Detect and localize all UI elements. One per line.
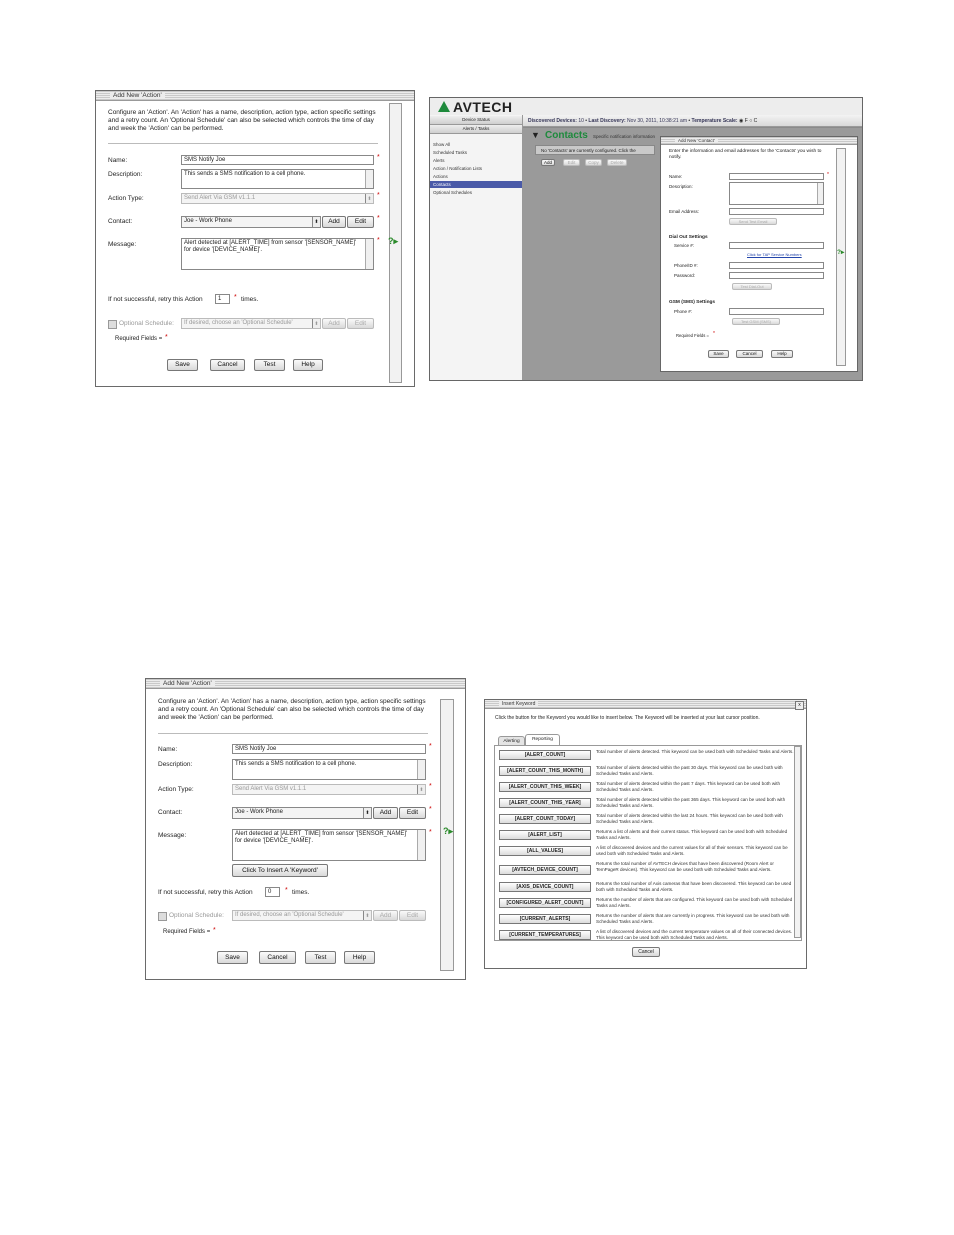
last-discovery-label: Last Discovery:: [588, 118, 626, 124]
required-mark: *: [429, 783, 432, 790]
keyword-button[interactable]: [CONFIGURED_ALERT_COUNT]: [499, 898, 591, 908]
required-mark: *: [377, 154, 380, 161]
empty-message-box: [535, 145, 655, 155]
name-input[interactable]: SMS Notify Joe: [232, 744, 426, 754]
description-label: Description:: [158, 761, 193, 768]
keyword-description: Total number of alerts detected within the last 24 hours. This keyword can be used both with Scheduled Tasks and Alerts.: [596, 813, 783, 824]
test-gsm-button[interactable]: Test GSM (SMS): [732, 318, 780, 325]
sidebar-item-alerts[interactable]: Alerts: [433, 158, 445, 163]
dialog-title: Add New 'Action': [110, 92, 165, 99]
test-dial-out-button[interactable]: Test Dial-Out: [732, 283, 772, 290]
contacts-subheading: Specific notification information: [593, 134, 656, 139]
keyword-row: [499, 913, 791, 927]
keyword-row: [499, 813, 791, 827]
contact-label: Contact:: [108, 218, 133, 225]
toolbar-edit-button[interactable]: Edit: [563, 159, 580, 166]
radio-c-icon[interactable]: ○: [749, 118, 753, 124]
dialog-intro: Configure an 'Action'. An 'Action' has a name, description, action type, action specific settings and a retry count. An 'Optional Schedule' can also be selected which controls the time of day and week the 'Action' can be performed.: [158, 698, 426, 721]
last-discovery-value: Nov 30, 2011, 10:38:21 am: [627, 118, 687, 124]
divider: [158, 733, 428, 734]
keyword-row: [499, 749, 794, 763]
test-button[interactable]: Test: [305, 951, 336, 964]
help-button[interactable]: Help: [293, 359, 323, 371]
required-fields-note: Required Fields =: [115, 336, 163, 342]
status-bar: Discovered Devices: 10 • Last Discovery: Nov 30, 2011, 10:38:21 am • Temperature Scale: ◉ F ○ C: [523, 115, 862, 127]
contact-edit-button[interactable]: Edit: [347, 216, 374, 228]
message-value: Alert detected at [ALERT_TIME] from sensor '[SENSOR_NAME]' for device '[DEVICE_NAME]'.: [235, 831, 408, 844]
keyword-dialog: [484, 699, 807, 969]
message-scrollbar[interactable]: [417, 830, 425, 860]
required-mark: *: [285, 887, 288, 894]
avtech-logo-icon: [438, 101, 450, 112]
keyword-button[interactable]: [ALERT_COUNT_THIS_WEEK]: [499, 782, 591, 792]
toolbar-copy-button[interactable]: Copy: [585, 159, 602, 166]
sidebar-item-notification-lists[interactable]: Action / Notification Lists: [433, 166, 483, 171]
keyword-description: Returns the total number of Axis cameras that have been discovered. This keyword can be used both with Scheduled Tasks and Alerts.: [596, 881, 792, 892]
action-dialog-bottom: [145, 678, 466, 980]
retry-label: If not successful, retry this Action: [158, 889, 253, 896]
contact-name-label: Name:: [669, 174, 683, 179]
temp-scale-label: Temperature Scale:: [691, 118, 738, 124]
keyword-row: [499, 929, 791, 941]
temp-c: C: [753, 118, 758, 124]
chevron-updown-icon: ⬍: [363, 911, 371, 920]
chevron-updown-icon: ⬍: [417, 785, 425, 794]
schedule-add-button[interactable]: Add: [373, 910, 398, 921]
tap-service-link[interactable]: Click for TAP Service Numbers: [747, 252, 802, 257]
keyword-button[interactable]: [ALERT_LIST]: [499, 830, 591, 840]
description-value: This sends a SMS notification to a cell phone.: [184, 171, 306, 177]
keyword-row: [499, 845, 791, 859]
retry-suffix: times.: [292, 889, 310, 896]
dialog-titlebar[interactable]: [146, 679, 465, 689]
keyword-dialog-titlebar[interactable]: [485, 700, 806, 709]
contact-value: Joe - Work Phone: [184, 218, 232, 224]
retry-input[interactable]: 1: [215, 294, 230, 304]
action-type-label: Action Type:: [108, 195, 144, 202]
keyword-description: Total number of alerts detected within the past 30 days. This keyword can be used both with Scheduled Tasks and Alerts.: [596, 765, 783, 776]
keyword-instruction: Click the button for the Keyword you would like to insert below. The Keyword will be inserted at your last cursor position.: [495, 715, 760, 721]
name-label: Name:: [158, 746, 178, 753]
tab-reporting[interactable]: Reporting: [525, 734, 560, 746]
schedule-checkbox[interactable]: [108, 320, 117, 329]
keyword-description: Total number of alerts detected. This keyword can be used both with Scheduled Tasks and Alerts.: [596, 749, 794, 754]
keyword-button[interactable]: [CURRENT_ALERTS]: [499, 914, 591, 924]
message-label: Message:: [108, 241, 137, 248]
description-label: Description:: [108, 171, 143, 178]
keyword-row: [499, 829, 791, 843]
contact-required-note: Required Fields =: [676, 333, 709, 338]
dial-out-heading: Dial Out Settings: [669, 235, 708, 240]
action-type-select[interactable]: [181, 193, 374, 204]
required-mark: *: [429, 743, 432, 750]
help-button[interactable]: Help: [344, 951, 375, 964]
phone-id-label: Phone/ID #:: [674, 263, 698, 268]
dialog-title: Add New 'Action': [160, 680, 215, 687]
tab-alerts-tasks[interactable]: Alerts / Tasks: [430, 125, 522, 134]
help-arrow-icon[interactable]: ?▸: [388, 236, 399, 246]
keyword-row: [499, 861, 791, 879]
phone-input[interactable]: [729, 308, 824, 315]
contact-select[interactable]: [232, 807, 372, 819]
temp-f: F: [744, 118, 748, 124]
message-value: Alert detected at [ALERT_TIME] from sensor '[SENSOR_NAME]' for device '[DEVICE_NAME]'.: [184, 240, 357, 253]
contact-help-button[interactable]: Help: [771, 350, 793, 358]
radio-f-icon[interactable]: ◉: [738, 118, 744, 124]
chevron-updown-icon: ⬍: [312, 319, 320, 328]
description-scrollbar[interactable]: [365, 170, 373, 188]
sidebar: [430, 115, 523, 380]
required-mark: *: [827, 172, 829, 178]
keyword-description: Total number of alerts detected within the past 7 days. This keyword can be used both with Scheduled Tasks and Alerts.: [596, 781, 781, 792]
contact-label: Contact:: [158, 809, 183, 816]
action-type-value: Send Alert Via GSM v1.1.1: [235, 786, 307, 792]
action-type-value: Send Alert Via GSM v1.1.1: [184, 195, 256, 201]
keyword-description: Returns the total number of AVTECH devices that have been discovered (Room Alert or TemPageR devices). This keyword can be used both with Scheduled Tasks and Alerts.: [596, 861, 774, 872]
contact-value: Joe - Work Phone: [235, 809, 283, 815]
retry-label: If not successful, retry this Action: [108, 296, 203, 303]
message-input[interactable]: [232, 829, 426, 861]
insert-keyword-button[interactable]: Click To Insert A 'Keyword': [232, 864, 328, 877]
contact-description-input[interactable]: [729, 182, 824, 205]
close-icon[interactable]: x: [795, 701, 804, 710]
toolbar-add-button[interactable]: Add: [541, 159, 555, 166]
schedule-add-button[interactable]: Add: [322, 318, 346, 329]
collapse-triangle-icon[interactable]: ▼: [531, 130, 540, 140]
keyword-button[interactable]: [ALERT_COUNT_THIS_YEAR]: [499, 798, 591, 808]
keyword-row: [499, 765, 791, 779]
contact-cancel-button[interactable]: Cancel: [736, 350, 763, 358]
action-type-label: Action Type:: [158, 786, 194, 793]
contacts-heading: Contacts: [545, 130, 588, 141]
keyword-description: A list of discovered devices and the current temperature values on all of their connected devices. This keyword can be used both with Scheduled Tasks and Alerts.: [596, 929, 793, 940]
chevron-updown-icon: ⬍: [363, 808, 371, 818]
chevron-updown-icon: ⬍: [312, 217, 320, 227]
sidebar-item-optional-schedules[interactable]: Optional Schedules: [433, 190, 473, 195]
schedule-checkbox[interactable]: [158, 912, 167, 921]
dialog-titlebar[interactable]: [96, 91, 414, 101]
keyword-description: Returns the number of alerts that are currently in progress. This keyword can be used both with Scheduled Tasks and Alerts.: [596, 913, 790, 924]
help-arrow-icon[interactable]: ?▸: [837, 249, 845, 256]
contact-add-button[interactable]: Add: [373, 807, 398, 819]
schedule-edit-button[interactable]: Edit: [347, 318, 374, 329]
send-test-email-button[interactable]: Send Test Email: [729, 218, 777, 225]
keyword-dialog-title: Insert Keyword: [499, 701, 538, 707]
password-label: Password:: [674, 273, 696, 278]
keyword-button[interactable]: [AVTECH_DEVICE_COUNT]: [499, 865, 591, 875]
toolbar-delete-button[interactable]: Delete: [607, 159, 627, 166]
retry-input[interactable]: 0: [265, 887, 280, 897]
tab-device-status[interactable]: Device Status: [430, 116, 522, 125]
chevron-updown-icon: ⬍: [365, 194, 373, 203]
discovered-label: Discovered Devices:: [528, 118, 577, 124]
retry-suffix: times.: [241, 296, 259, 303]
keyword-button[interactable]: [ALERT_COUNT]: [499, 750, 591, 760]
keyword-button[interactable]: [ALERT_COUNT_TODAY]: [499, 814, 591, 824]
keyword-button[interactable]: [ALL_VALUES]: [499, 846, 591, 856]
action-type-select[interactable]: [232, 784, 426, 795]
save-button[interactable]: Save: [217, 951, 248, 964]
service-input[interactable]: [729, 242, 824, 249]
avtech-window: [429, 97, 863, 381]
email-label: Email Address:: [669, 209, 700, 214]
required-mark: *: [213, 927, 216, 934]
contact-name-input[interactable]: [729, 173, 824, 180]
empty-message: No 'Contacts' are currently configured. Click the: [541, 148, 636, 153]
required-mark: *: [377, 215, 380, 222]
contact-select[interactable]: [181, 216, 321, 228]
save-button[interactable]: Save: [167, 359, 198, 371]
test-button[interactable]: Test: [254, 359, 285, 371]
required-mark: *: [377, 237, 380, 244]
dialog-intro: Configure an 'Action'. An 'Action' has a name, description, action type, action specific settings and a retry count. An 'Optional Schedule' can also be selected which controls the time of day and week the 'Action' can be performed.: [108, 109, 376, 132]
contact-description-label: Description:: [669, 184, 693, 189]
contact-dialog-scrollbar[interactable]: [836, 148, 846, 366]
keyword-description: Returns a list of alerts and their current status. This keyword can be used both with Scheduled Tasks and Alerts.: [596, 829, 788, 840]
required-mark: *: [429, 806, 432, 813]
description-input[interactable]: [232, 759, 426, 780]
keyword-button[interactable]: [AXIS_DEVICE_COUNT]: [499, 882, 591, 892]
divider: [108, 143, 378, 144]
sidebar-item-contacts[interactable]: Contacts: [430, 181, 522, 188]
help-arrow-icon[interactable]: ?▸: [443, 826, 454, 836]
schedule-label: Optional Schedule:: [169, 912, 224, 919]
sidebar-list: [430, 141, 522, 196]
keyword-row: [499, 781, 791, 795]
keyword-list: [499, 749, 794, 940]
action-dialog-top: [95, 90, 415, 387]
description-input[interactable]: [181, 169, 374, 189]
contact-edit-button[interactable]: Edit: [399, 807, 426, 819]
password-input[interactable]: [729, 272, 824, 279]
gsm-heading: GSM (SMS) Settings: [669, 300, 716, 305]
schedule-placeholder: If desired, choose an 'Optional Schedule': [235, 912, 344, 918]
required-mark: *: [165, 334, 168, 341]
description-scrollbar[interactable]: [417, 760, 425, 779]
tab-alerting[interactable]: Alerting: [498, 736, 525, 746]
required-fields-note: Required Fields =: [163, 929, 211, 935]
keyword-description: Total number of alerts detected within the past 365 days. This keyword can be used both with Scheduled Tasks and Alerts.: [596, 797, 786, 808]
keyword-description: Returns the number of alerts that are configured. This keyword can be used both with Scheduled Tasks and Alerts.: [596, 897, 793, 908]
cancel-button[interactable]: Cancel: [210, 359, 245, 371]
keyword-description: A list of discovered devices and the current values for all of their sensors. This keyword can be used both with Scheduled Tasks and Alerts.: [596, 845, 788, 856]
message-label: Message:: [158, 832, 187, 839]
message-scrollbar[interactable]: [365, 239, 373, 269]
name-input[interactable]: SMS Notify Joe: [181, 155, 374, 165]
keyword-row: [499, 797, 791, 811]
keyword-cancel-button[interactable]: Cancel: [632, 947, 660, 957]
schedule-placeholder: If desired, choose an 'Optional Schedule': [184, 320, 293, 326]
service-label: Service #:: [674, 243, 695, 248]
contact-dialog-titlebar[interactable]: [661, 137, 857, 145]
schedule-label: Optional Schedule:: [119, 320, 174, 327]
schedule-edit-button[interactable]: Edit: [399, 910, 426, 921]
sidebar-item-show-all[interactable]: Show All: [433, 142, 451, 147]
contact-dialog: [660, 136, 858, 372]
required-mark: *: [429, 829, 432, 836]
contact-add-button[interactable]: Add: [322, 216, 346, 228]
message-input[interactable]: [181, 238, 374, 270]
contact-dialog-title: Add New 'Contact': [675, 138, 718, 143]
required-mark: *: [234, 294, 237, 301]
contact-save-button[interactable]: Save: [708, 350, 729, 358]
contact-intro: Enter the information and email addresses for the 'Contacts' you wish to notify.: [669, 149, 822, 160]
keyword-button[interactable]: [ALERT_COUNT_THIS_MONTH]: [499, 766, 591, 776]
sidebar-item-scheduled-tasks[interactable]: Scheduled Tasks: [433, 150, 467, 155]
avtech-logo: AVTECH: [453, 99, 513, 115]
cancel-button[interactable]: Cancel: [259, 951, 296, 964]
keyword-button[interactable]: [CURRENT_TEMPERATURES]: [499, 930, 591, 940]
required-mark: *: [713, 331, 715, 337]
sidebar-item-actions[interactable]: Actions: [433, 174, 448, 179]
description-value: This sends a SMS notification to a cell phone.: [235, 761, 357, 767]
keyword-row: [499, 897, 791, 911]
discovered-value: 10: [578, 118, 584, 124]
contact-description-scrollbar[interactable]: [817, 183, 823, 204]
required-mark: *: [377, 192, 380, 199]
schedule-select[interactable]: [181, 318, 321, 329]
email-input[interactable]: [729, 208, 824, 215]
keyword-row: [499, 881, 791, 895]
schedule-select[interactable]: [232, 910, 372, 921]
phone-id-input[interactable]: [729, 262, 824, 269]
phone-label: Phone #:: [674, 309, 693, 314]
keyword-panel: [494, 745, 802, 941]
name-label: Name:: [108, 157, 128, 164]
